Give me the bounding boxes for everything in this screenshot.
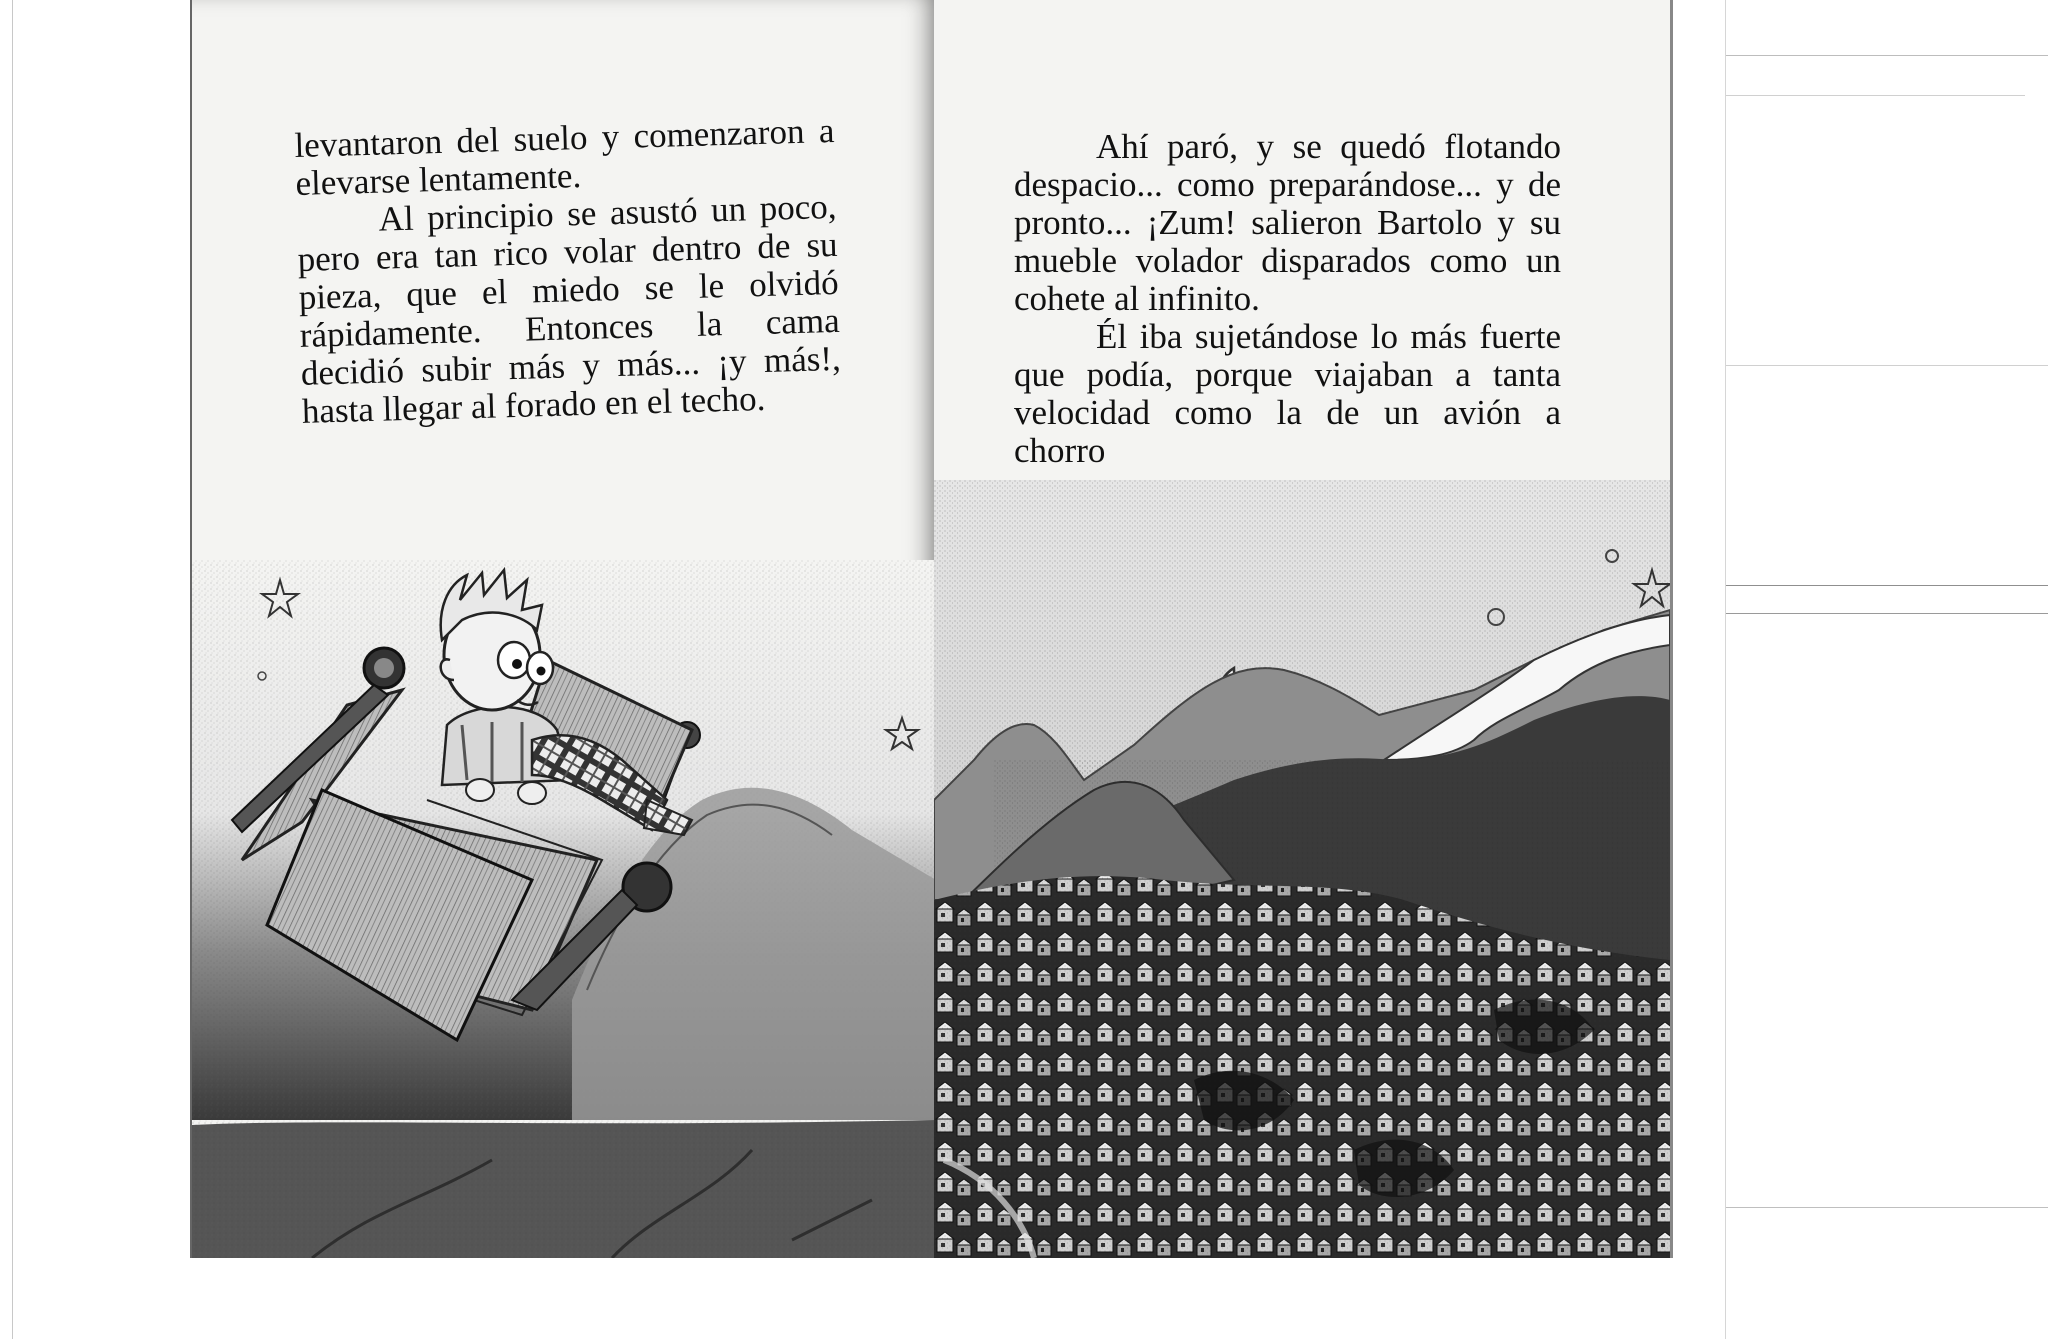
left-page-text bbox=[294, 112, 842, 431]
paragraph: Ahí paró, y se quedó flotando despacio... como preparándose... y de pronto... ¡Zum! salieron Bartolo y su mueble volador disparados como un cohete al infinito. bbox=[1014, 127, 1561, 318]
right-page bbox=[934, 0, 1673, 1258]
scan-artifacts bbox=[1725, 0, 2048, 1339]
paragraph: Al principio se asustó un poco, pero era tan rico volar dentro de su pieza, que el miedo se le olvidó rápidamente. Entonces la cama decidió subir más y más... ¡y más!, hasta llegar al forado en el techo. bbox=[297, 186, 842, 431]
open-book bbox=[190, 0, 1670, 1260]
paragraph: levantaron del suelo y comenzaron a elevarse lentamente. bbox=[293, 110, 835, 203]
right-page-text bbox=[1014, 128, 1561, 470]
scan-edge-line bbox=[12, 0, 13, 1339]
paragraph: Él iba sujetándose lo más fuerte que podía, porque viajaban a tanta velocidad como la de un avión a chorro bbox=[1014, 317, 1561, 470]
left-page bbox=[190, 0, 936, 1258]
